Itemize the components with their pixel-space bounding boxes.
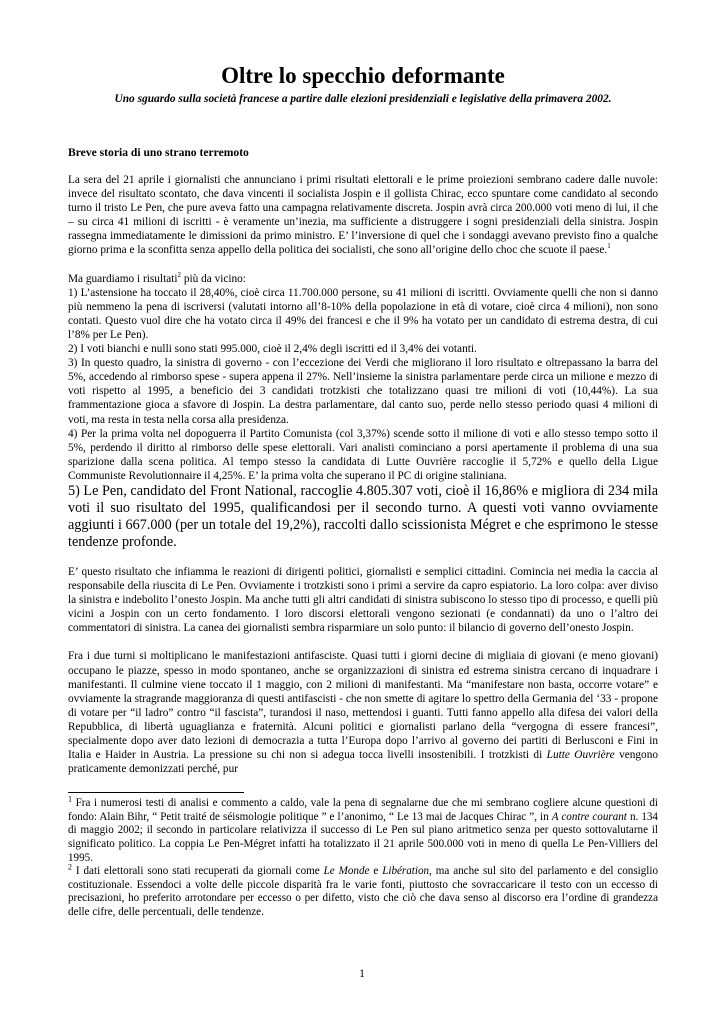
results-item-1: 1) L’astensione ha toccato il 28,40%, cioè circa 11.700.000 persone, su 41 milioni di iscritti. Ovviamente quelli che non si danno più nemmeno la pena di iscriversi (valutati intorno all’8-10% della popolazione in età di votare, cioè circa 4 milioni), non sono contati. Questo vuol dire che ha votato circa il 49% dei francesi e che il 9% ha votato per un candidato di estrema destra, di cui l’8% per Le Pen). (68, 286, 658, 341)
paragraph-intro (68, 173, 658, 258)
paragraph-reactions: E’ questo risultato che infiamma le reazioni di dirigenti politici, giornalisti e semplici cittadini. Comincia nei media la caccia al responsabile della riuscita di Le Pen. Ovviamente i trotzkisti sono i primi a servire da capro espiatorio. La loro colpa: aver diviso la sinistra e indebolito l’onesto Jospin. Ma anche tutti gli altri candidati di sinistra subiscono lo stesso tipo di processo, e quelli più vicini a Jospin con un certo fondamento. I loro discorsi elettorali vengono sezionati (e condannati) da uno o l’altro dei commentatori di sinistra. La canea dei giornalisti sembra risparmiare un solo punto: il bilancio di governo dell’onesto Jospin. (68, 565, 658, 635)
results-item-3: 3) In questo quadro, la sinistra di governo - con l’eccezione dei Verdi che migliorano il loro risultato e oltrepassano la barra del 5%, accedendo al rimborso spese - supera appena il 27%. Nell’insieme la sinistra parlamentare perde circa un milione e mezzo di voti rispetto al 1995, a beneficio dei 3 candidati trotzkisti che totalizzano quasi tre milioni di voti (10,44%). La sua frammentazione gioca a sfavore di Jospin. La destra parlamentare, dal canto suo, perde nello stesso periodo quasi 4 milioni di voti, ma resta in testa nella corsa alla presidenza. (68, 357, 658, 426)
results-intro-b: più da vicino: (181, 272, 246, 285)
paragraph-intro-text: La sera del 21 aprile i giornalisti che annunciano i primi risultati elettorali e le prime proiezioni sembrano cadere dalle nuvole: invece del risultato scontato, che dava vincenti il socialista Jospin e il gollista Chirac, ecco spuntare come candidato al secondo turno il tristo Le Pen, che pure aveva fatto una campagna relativamente discreta. Jospin avrà circa 200.000 voti meno di lui, il che – su circa 41 milioni di iscritti - è veramente un’inezia, ma sufficiente a distruggere i sogni presidenziali della sinistra. Jospin rassegna immediatamente le dimissioni da primo ministro. E’ l’inversione di quel che i sondaggi avevano previsto fino a qualche giorno prima e la sconfitta senza appello della politica dei socialisti, che sono all’origine dello choc che scuote il paese. (68, 174, 658, 257)
footnote-ref-2[interactable]: 2 (177, 270, 181, 279)
page-number: 1 (359, 968, 365, 980)
results-intro-a: Ma guardiamo i risultati (68, 272, 178, 285)
footnote-1-italic: A contre courant (551, 810, 627, 823)
results-item-5: 5) Le Pen, candidato del Front National, raccoglie 4.805.307 voti, cioè il 16,86% e migliora di 234 mila voti il suo risultato del 1995, qualificandosi per il secondo turno. A questi voti vanno ovviamente aggiunti i 667.000 (per un totale del 19,2%), raccolti dallo scissionista Mégret e che esprimono le stesse tendenze profonde. (68, 482, 658, 550)
lutte-ouvriere-italic: Lutte Ouvrière (546, 749, 615, 762)
footnotes (68, 792, 658, 919)
results-item-4: 4) Per la prima volta nel dopoguerra il Partito Comunista (col 3,37%) scende sotto il milione di voti e allo stesso tempo sotto il 5%, perdendo il diritto al rimborso delle spese elettorali. Vari analisti cominciano a porsi apertamente il problema di una sua sparizione dalla scena politica. Al tempo stesso la candidata di Lutte Ouvrière raccoglie il 5,72% e quello della Ligue Communiste Revolutionnaire il 4,25%. E’ la prima volta che superano il PC di origine staliniana. (68, 427, 658, 482)
footnote-2-text-a: I dati elettorali sono stati recuperati da giornali come (72, 865, 324, 878)
section-heading: Breve storia di uno strano terremoto (68, 146, 249, 159)
document-subtitle: Uno sguardo sulla società francese a partire dalle elezioni presidenziali e legislative della primavera 2002. (114, 93, 612, 105)
footnote-1-text-b: n. 134 di maggio 2002; il secondo in particolare relativizza il successo di Le Pen sul piano aritmetico senza per questo sottovalutarne il significato politico. La coppia Le Pen-Mégret infatti ha totalizzato il 21 aprile 500.000 voti in meno di quella Le Pen-Villiers del 1995. (68, 810, 658, 864)
document-page (68, 62, 658, 920)
paragraph-demonstrations-a: Fra i due turni si moltiplicano le manifestazioni antifasciste. Quasi tutti i giorni decine di migliaia di giovani (e meno giovani) occupano le piazze, spesso in modo spontaneo, anche se organizzazioni di sinistra ed estrema sinistra cercano di inquadrare i manifestanti. Il culmine viene toccato il 1 maggio, con 2 milioni di manifestanti. Ma “manifestare non basta, occorre votare” e ovviamente la stragrande maggioranza di questi antifascisti - che non smette di agitare lo spettro della Germania del ‘33 - propone di votare per “il ladro” contro “il fascista”, turandosi il naso, mettendosi i guanti. Tutti fanno appello alla difesa dei valori della Repubblica, di libertà uguaglianza e fraternità. Alcuni politici e giornalisti parlano della “vergogna di essere francesi”, specialmente dopo aver dato lezioni di democrazia a tutta l’Europa dopo l’arrivo al governo dei partiti di Berlusconi e Fini in Italia e Haider in Austria. La pressione su chi non si adegua tocca livelli insostenibili. I trotzkisti di (68, 650, 658, 762)
results-item-2: 2) I voti bianchi e nulli sono stati 995.000, cioè il 2,4% degli iscritti ed il 3,4% dei votanti. (68, 343, 477, 356)
footnote-2-italic-liberation: Libération (382, 865, 430, 878)
footnote-ref-1[interactable]: 1 (607, 242, 611, 251)
results-intro (68, 272, 658, 286)
footnote-1 (68, 794, 658, 865)
footnote-1-number: 1 (68, 794, 72, 804)
footnote-2-text-b: , ma anche sul sito del parlamento e del consiglio costituzionale. Essendoci a volte delle piccole disparità fra le varie fonti, piuttosto che sovraccaricare il testo con un eccesso di precisazioni, ho preferito arrotondare per eccesso o per difetto, visto che ciò che dava senso al discorso era l’ordine di grandezza delle cifre, delle percentuali, delle tendenze. (68, 865, 658, 919)
footnote-1-text-a: Fra i numerosi testi di analisi e commento a caldo, vale la pena di segnalarne due che mi sembrano cogliere alcune questioni di fondo: Alain Bihr, “ Petit traité de séismologie politique ” e l’anonimo, “ Le 13 mai de Jacques Chirac ”, in (68, 797, 658, 823)
footnote-divider (68, 792, 244, 793)
footnote-2-number: 2 (68, 862, 72, 872)
footnote-2-italic-le-monde: Le Monde (323, 865, 370, 878)
results-list (68, 272, 658, 483)
footnote-2 (68, 862, 658, 919)
paragraph-demonstrations-b: vengono praticamente demonizzati perché, pur (68, 749, 658, 776)
footnote-2-text-mid: e (369, 865, 383, 878)
paragraph-demonstrations (68, 649, 658, 776)
document-title: Oltre lo specchio deformante (221, 63, 505, 88)
